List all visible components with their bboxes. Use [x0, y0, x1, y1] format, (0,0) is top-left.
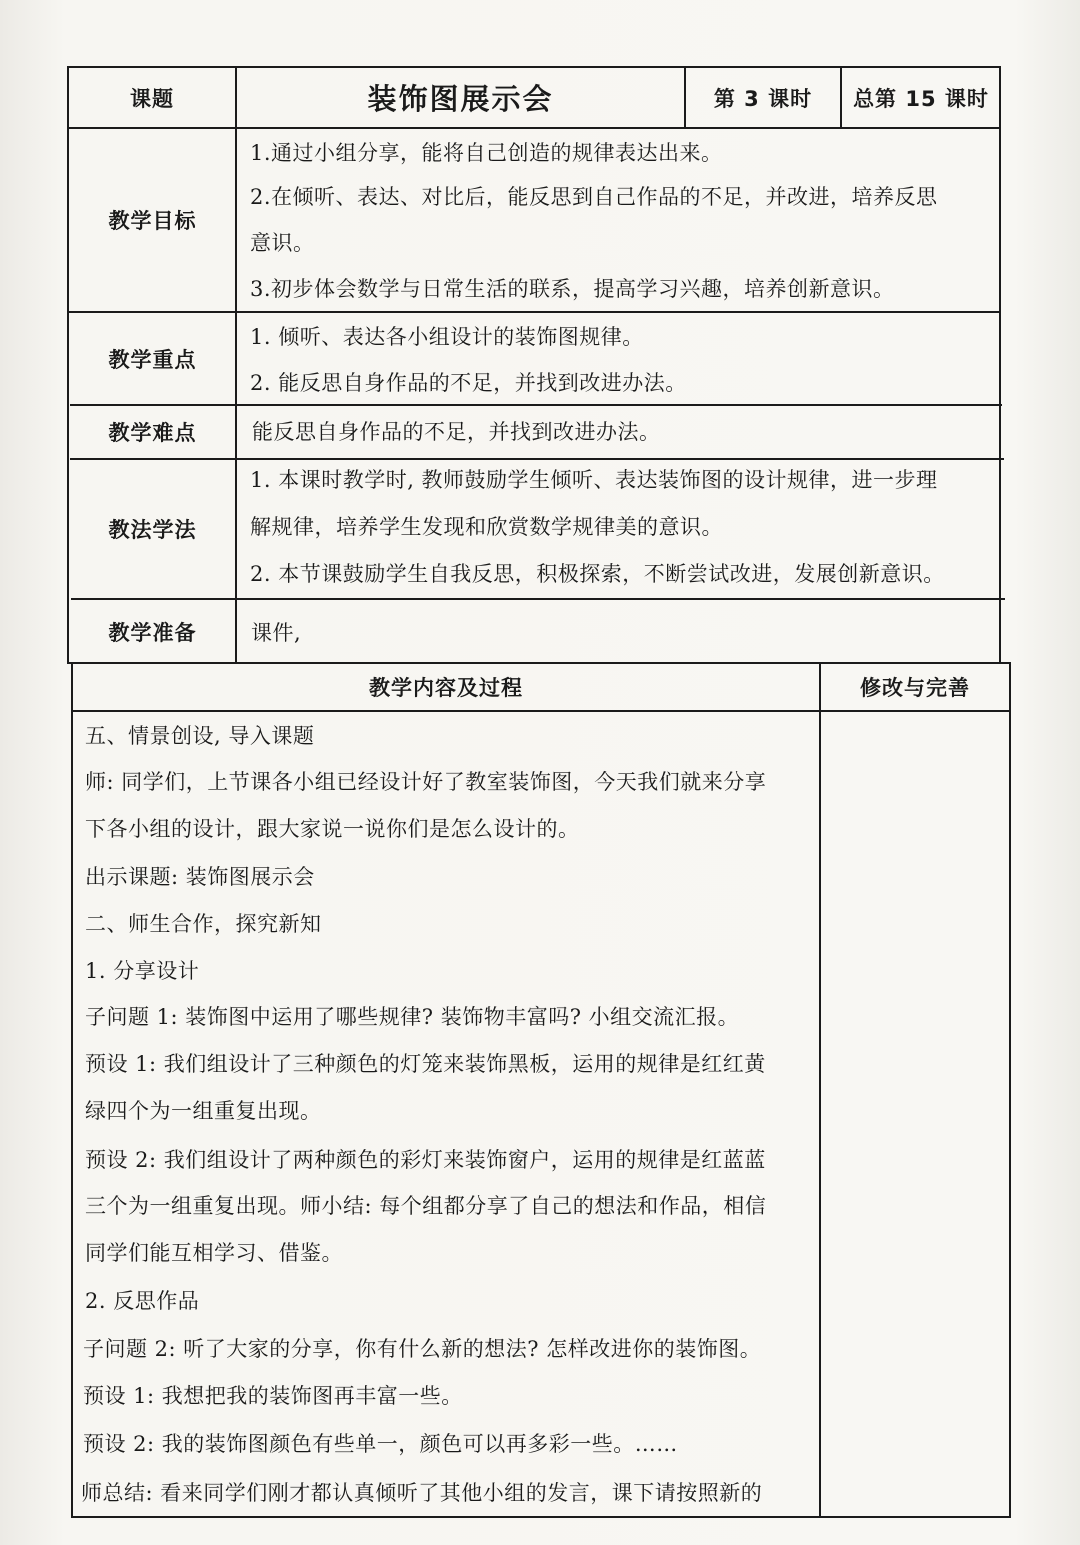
- process-line: 预设 2: 我的装饰图颜色有些单一，颜色可以再多彩一些。……: [83, 1432, 678, 1456]
- process-line: 子问题 2: 听了大家的分享，你有什么新的想法? 怎样改进你的装饰图。: [83, 1337, 762, 1361]
- process-line: 预设 2: 我们组设计了两种颜色的彩灯来装饰窗户，运用的规律是红蓝蓝: [85, 1148, 766, 1172]
- lesson-title: 装饰图展示会: [367, 82, 554, 116]
- subject-label: 课题: [130, 86, 174, 111]
- methods-label: 教法学法: [108, 518, 197, 542]
- process-line: 2. 反思作品: [85, 1289, 200, 1313]
- revise-header: 修改与完善: [860, 676, 970, 700]
- method-line: 1. 本课时教学时, 教师鼓励学生倾听、表达装饰图的设计规律，进一步理: [250, 468, 938, 492]
- key-point-line: 1. 倾听、表达各小组设计的装饰图规律。: [250, 325, 644, 349]
- row-divider: [72, 710, 1010, 712]
- objective-line: 2.在倾听、表达、对比后，能反思到自己作品的不足，并改进，培养反思: [250, 185, 938, 209]
- col-divider: [235, 67, 237, 663]
- process-line: 师: 同学们，上节课各小组已经设计好了教室装饰图，今天我们就来分享: [85, 770, 767, 794]
- lesson-number: 第 3 课时: [713, 86, 813, 111]
- difficulties-label: 教学难点: [108, 421, 197, 445]
- process-line: 同学们能互相学习、借鉴。: [85, 1241, 343, 1265]
- objective-line: 意识。: [250, 231, 315, 255]
- difficulty-line: 能反思自身作品的不足，并找到改进办法。: [252, 420, 661, 444]
- key-points-label: 教学重点: [108, 347, 197, 372]
- process-line: 绿四个为一组重复出现。: [85, 1099, 322, 1123]
- process-header: 教学内容及过程: [369, 676, 523, 700]
- total-lesson-number: 总第 15 课时: [853, 86, 989, 111]
- col-divider: [819, 663, 821, 1517]
- process-line: 子问题 1: 装饰图中运用了哪些规律? 装饰物丰富吗? 小组交流汇报。: [85, 1005, 740, 1029]
- process-line: 五、情景创设, 导入课题: [85, 724, 315, 748]
- method-line: 2. 本节课鼓励学生自我反思，积极探索，不断尝试改进，发展创新意识。: [250, 562, 945, 586]
- method-line: 解规律，培养学生发现和欣赏数学规律美的意识。: [250, 515, 723, 539]
- process-line: 三个为一组重复出现。师小结: 每个组都分享了自己的想法和作品，相信: [85, 1194, 767, 1218]
- process-line: 二、师生合作，探究新知: [85, 912, 322, 936]
- process-line: 下各小组的设计，跟大家说一说你们是怎么设计的。: [85, 817, 580, 841]
- process-line: 预设 1: 我们组设计了三种颜色的灯笼来装饰黑板，运用的规律是红红黄: [85, 1052, 766, 1076]
- process-line: 出示课题: 装饰图展示会: [85, 865, 315, 889]
- preparation-line: 课件,: [251, 621, 302, 645]
- key-point-line: 2. 能反思自身作品的不足，并找到改进办法。: [250, 371, 687, 395]
- process-line: 预设 1: 我想把我的装饰图再丰富一些。: [83, 1384, 463, 1408]
- process-line: 师总结: 看来同学们刚才都认真倾听了其他小组的发言，课下请按照新的: [81, 1481, 763, 1505]
- preparation-label: 教学准备: [108, 620, 197, 645]
- process-line: 1. 分享设计: [85, 959, 200, 983]
- objective-line: 1.通过小组分享，能将自己创造的规律表达出来。: [250, 141, 723, 165]
- objective-line: 3.初步体会数学与日常生活的联系，提高学习兴趣，培养创新意识。: [250, 277, 895, 301]
- objectives-label: 教学目标: [108, 209, 197, 233]
